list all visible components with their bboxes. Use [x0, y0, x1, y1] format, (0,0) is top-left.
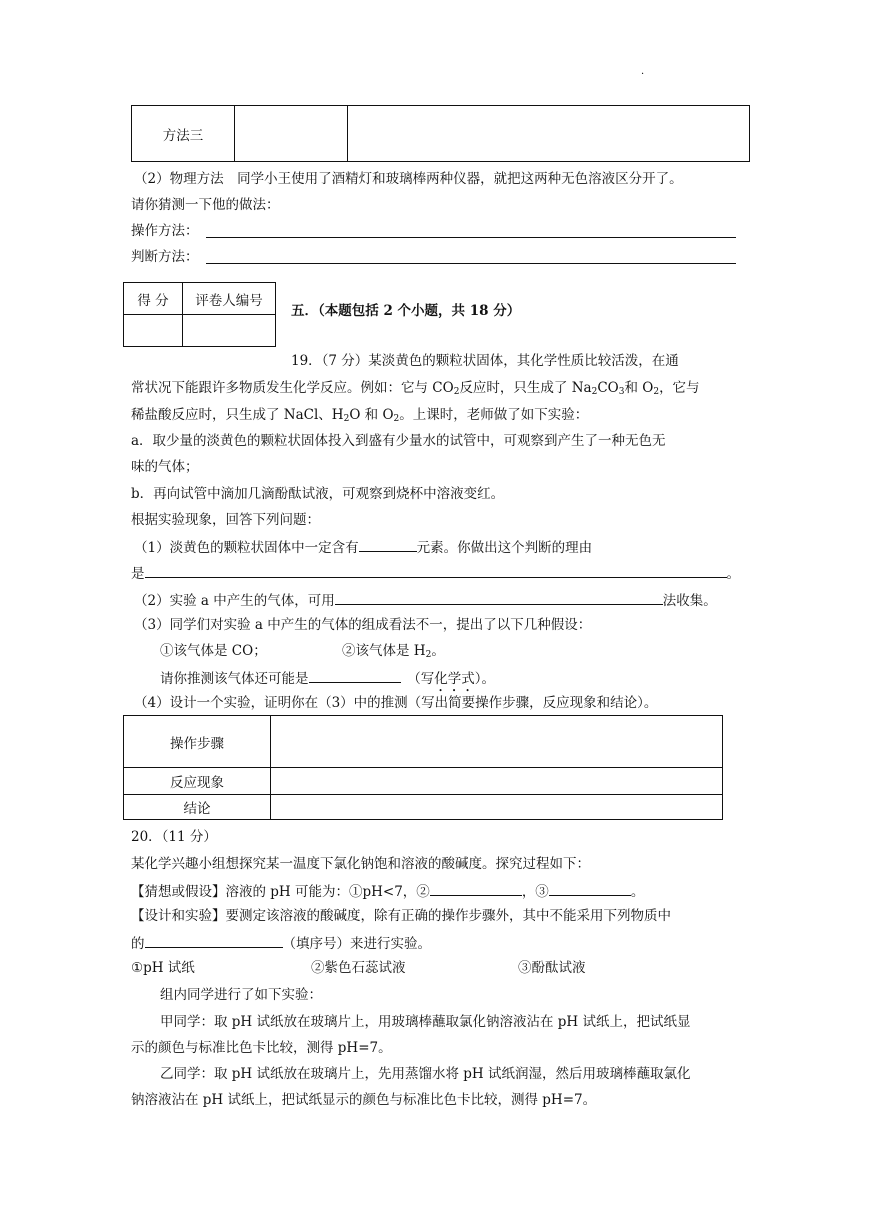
op-method-label: 操作方法： [131, 223, 199, 239]
q19-p3c: 。上课时，老师做了如下实验： [399, 407, 589, 423]
phenomenon-label: 反应现象 [124, 768, 271, 795]
q19-guess [160, 668, 495, 695]
q20-intro: 某化学兴趣小组想探究某一温度下氯化钠饱和溶液的酸碱度。探究过程如下： [131, 856, 590, 872]
q20-guess [131, 881, 644, 901]
phenomenon-cell[interactable] [271, 768, 723, 795]
score-cell[interactable] [124, 315, 183, 347]
q19-h2a: ②该气体是 H [342, 643, 426, 659]
q20-design2 [131, 933, 431, 953]
q20-title: 20．（11 分） [131, 829, 217, 845]
q19-p3a: 稀盐酸反应时，只生成了 NaCl、H [131, 407, 344, 423]
reason-blank[interactable] [145, 563, 727, 578]
q19-q4: （4）设计一个实验，证明你在（3）中的推测（写出简要操作步骤，反应现象和结论）。 [134, 695, 658, 711]
method-cell-2 [235, 106, 348, 162]
q20-guess-b: ，③ [521, 884, 549, 900]
q19-q1a: （1）淡黄色的颗粒状固体中一定含有 [134, 540, 359, 556]
conclusion-label: 结论 [124, 795, 271, 820]
steps-label: 操作步骤 [124, 716, 271, 768]
q19-p2c: CO [597, 380, 619, 396]
q19-q1b: 元素。你做出这个判断的理由 [416, 540, 593, 556]
q20-group: 组内同学进行了如下实验： [160, 987, 322, 1003]
steps-cell[interactable] [271, 716, 723, 768]
q19-b: b．再向试管中滴加几滴酚酞试液，可观察到烧杯中溶液变红。 [131, 486, 505, 502]
fill-number-blank[interactable] [145, 933, 283, 948]
q19-guess-d: ）。 [474, 671, 495, 687]
q19-a2: 味的气体； [131, 459, 199, 475]
physical-line1: （2）物理方法 同学小王使用了酒精灯和玻璃棒两种仪器，就把这两种无色溶液区分开了。 [134, 171, 683, 187]
q19-p3: 稀盐酸反应时，只生成了 NaCl、$H_2O$ 和 $O_2$。上课时，老师做了如下实验： [131, 407, 589, 424]
q19-a1: a．取少量的淡黄色的颗粒状固体投入到盛有少量水的试管中，可观察到产生了一种无色无 [131, 433, 666, 449]
q19-q1c: 是 [131, 566, 145, 582]
grader-header: 评卷人编号 [183, 283, 276, 315]
q19-q3: （3）同学们对实验 a 中产生的气体的组成看法不一，提出了以下几种假设： [134, 617, 592, 633]
q19-h2b: 。 [431, 643, 445, 659]
q20-jia1: 甲同学：取 pH 试纸放在玻璃片上，用玻璃棒蘸取氯化钠溶液沾在 pH 试纸上，把试纸显 [160, 1014, 691, 1030]
q20-design1: 【设计和实验】要测定该溶液的酸碱度，除有正确的操作步骤外，其中不能采用下列物质中 [131, 908, 671, 924]
q19-p2b: 反应时，只生成了 Na [459, 380, 592, 396]
experiment-table [123, 715, 723, 820]
option-1: ①pH 试纸 [131, 960, 195, 976]
q19-p2: 常状况下能跟许多物质发生化学反应。例如：它与 $CO_2$反应时，只生成了 $Na_2CO_3$和 $O_2$，它与 [131, 380, 700, 397]
q19-q1d: 。 [726, 566, 740, 582]
q19-guess-a: 请你推测该气体还可能是 [160, 671, 309, 687]
q19-q2a: （2）实验 a 中产生的气体，可用 [134, 593, 335, 609]
method-row-label: 方法三 [132, 106, 235, 162]
hypothesis-1: ①该气体是 CO； [160, 643, 267, 659]
physical-line2: 请你猜测一下他的做法： [131, 197, 280, 213]
conclusion-cell[interactable] [271, 795, 723, 820]
q19-q2b: 法收集。 [662, 593, 717, 609]
q19-q1-reason [131, 563, 740, 583]
top-dot: · [641, 69, 645, 80]
q19-p2a: 常状况下能跟许多物质发生化学反应。例如：它与 CO [131, 380, 454, 396]
q20-design2a: 的 [131, 936, 145, 952]
gas-formula-blank[interactable] [309, 668, 401, 683]
hypothesis-2: ②该气体是 $H_2$。 [342, 643, 445, 660]
option-3: ③酚酞试液 [518, 960, 586, 976]
q20-jia2: 示的颜色与标准比色卡比较，测得 pH=7。 [131, 1040, 392, 1056]
judge-method-label: 判断方法： [131, 249, 199, 265]
q19-p2d: 和 O [624, 380, 654, 396]
guess-2-blank[interactable] [430, 881, 522, 896]
q19-ask: 根据实验现象，回答下列问题： [131, 512, 320, 528]
collect-method-blank[interactable] [335, 590, 663, 605]
q20-yi1: 乙同学：取 pH 试纸放在玻璃片上，先用蒸馏水将 pH 试纸润湿，然后用玻璃棒蘸取氯化 [160, 1066, 691, 1082]
q19-guess-b: （写 [414, 671, 435, 687]
option-2: ②紫色石蕊试液 [311, 960, 406, 976]
method-cell-3 [348, 106, 750, 162]
judge-method-blank[interactable] [206, 263, 736, 264]
q20-design2b: （填序号）来进行实验。 [282, 936, 431, 952]
grader-cell[interactable] [183, 315, 276, 347]
q20-yi2: 钠溶液沾在 pH 试纸上，把试纸显示的颜色与标准比色卡比较，测得 pH=7。 [131, 1092, 597, 1108]
q20-guess-c: 。 [630, 884, 645, 900]
q20-guess-a: 【猜想或假设】溶液的 pH 可能为：①pH<7，② [131, 884, 430, 900]
guess-3-blank[interactable] [549, 881, 631, 896]
q19-q2 [134, 590, 717, 610]
q19-guess-c: 化学式 [434, 671, 475, 687]
section-5-title: 五．（本题包括 2 个小题，共 18 分） [291, 303, 521, 319]
q19-p3b: O 和 O [349, 407, 394, 423]
op-method-blank[interactable] [206, 237, 736, 238]
element-blank[interactable] [359, 537, 417, 552]
q19-p2e: ，它与 [659, 380, 700, 396]
score-header: 得 分 [124, 283, 183, 315]
q19-p1: 19．（7 分）某淡黄色的颗粒状固体，其化学性质比较活泼，在通 [291, 353, 679, 369]
q19-q1 [134, 537, 592, 557]
score-box [123, 282, 276, 347]
method-table [131, 105, 750, 162]
